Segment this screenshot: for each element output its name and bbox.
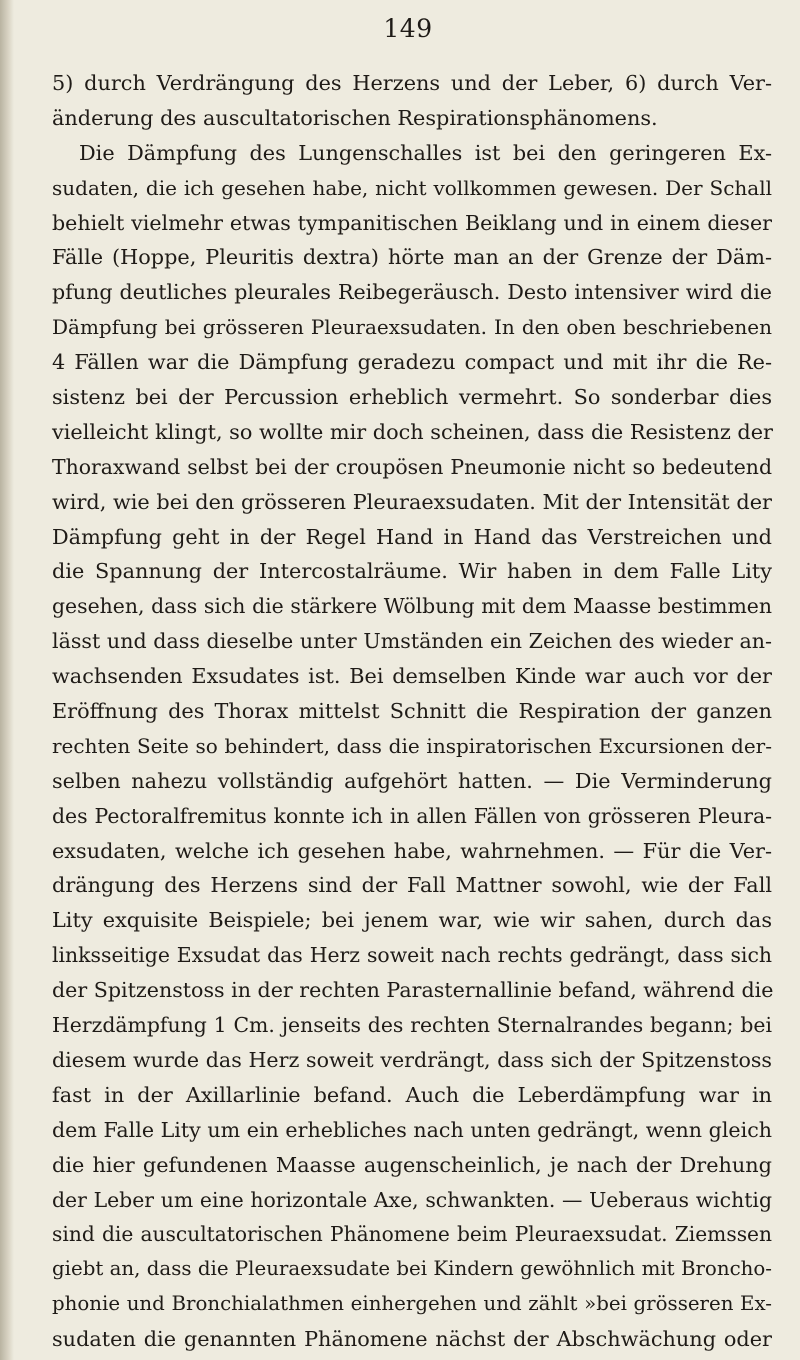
text-line: sudaten, die ich gesehen habe, nicht vollkommen gewesen. Der Schall: [52, 175, 772, 200]
text-line: des Pectoralfremitus konnte ich in allen Fällen von grösseren Pleura-: [52, 803, 772, 828]
book-spine-edge: [0, 0, 14, 1360]
text-line: der Spitzenstoss in der rechten Parasternallinie befand, während die: [52, 978, 774, 1003]
text-line: diesem wurde das Herz soweit verdrängt, dass sich der Spitzenstoss: [52, 1047, 772, 1072]
text-line: dem Falle Lity um ein erhebliches nach unten gedrängt, wenn gleich: [52, 1117, 772, 1142]
text-line: der Leber um eine horizontale Axe, schwankten. — Ueberaus wichtig: [52, 1187, 772, 1212]
text-line: Lity exquisite Beispiele; bei jenem war, wie wir sahen, durch das: [52, 908, 772, 933]
text-line: Fälle (Hoppe, Pleuritis dextra) hörte man an der Grenze der Däm-: [52, 245, 772, 270]
page-number: 149: [383, 14, 433, 43]
text-line: sudaten die genannten Phänomene nächst der Abschwächung oder: [52, 1327, 772, 1352]
text-line: Thoraxwand selbst bei der croupösen Pneumonie nicht so bedeutend: [52, 454, 772, 479]
text-line: wachsenden Exsudates ist. Bei demselben Kinde war auch vor der: [52, 664, 772, 689]
text-line: pfung deutliches pleurales Reibegeräusch. Desto intensiver wird die: [52, 280, 772, 305]
text-line: giebt an, dass die Pleuraexsudate bei Kindern gewöhnlich mit Broncho-: [52, 1257, 772, 1281]
text-line: vielleicht klingt, so wollte mir doch scheinen, dass die Resistenz der: [52, 419, 773, 444]
text-line: wird, wie bei den grösseren Pleuraexsudaten. Mit der Intensität der: [52, 489, 772, 514]
text-line: selben nahezu vollständig aufgehört hatten. — Die Verminderung: [52, 768, 772, 793]
text-line: behielt vielmehr etwas tympanitischen Beiklang und in einem dieser: [52, 210, 772, 235]
text-line: 5) durch Verdrängung des Herzens und der Leber, 6) durch Ver-: [52, 71, 772, 95]
text-line: sistenz bei der Percussion erheblich vermehrt. So sonderbar dies: [52, 385, 772, 410]
text-line: die hier gefundenen Maasse augenscheinlich, je nach der Drehung: [52, 1152, 772, 1177]
text-line: linksseitige Exsudat das Herz soweit nach rechts gedrängt, dass sich: [52, 943, 772, 968]
text-line: rechten Seite so behindert, dass die inspiratorischen Excursionen der-: [52, 733, 772, 758]
text-line: änderung des auscultatorischen Respirationsphänomens.: [52, 105, 658, 130]
text-line: Die Dämpfung des Lungenschalles ist bei den geringeren Ex-: [79, 140, 772, 165]
text-line: gesehen, dass sich die stärkere Wölbung mit dem Maasse bestimmen: [52, 594, 772, 619]
text-line: Herzdämpfung 1 Cm. jenseits des rechten Sternalrandes begann; bei: [52, 1013, 772, 1038]
text-line: Dämpfung bei grösseren Pleuraexsudaten. In den oben beschriebenen: [52, 315, 772, 340]
text-line: drängung des Herzens sind der Fall Mattner sowohl, wie der Fall: [52, 873, 772, 898]
text-line: fast in der Axillarlinie befand. Auch die Leberdämpfung war in: [52, 1082, 772, 1107]
text-line: exsudaten, welche ich gesehen habe, wahrnehmen. — Für die Ver-: [52, 838, 772, 863]
text-line: Eröffnung des Thorax mittelst Schnitt die Respiration der ganzen: [52, 699, 772, 724]
body-text: [52, 66, 772, 1357]
text-line: lässt und dass dieselbe unter Umständen ein Zeichen des wieder an-: [52, 629, 772, 654]
text-line: Dämpfung geht in der Regel Hand in Hand das Verstreichen und: [52, 524, 772, 549]
text-line: die Spannung der Intercostalräume. Wir haben in dem Falle Lity: [52, 559, 772, 584]
text-line: 4 Fällen war die Dämpfung geradezu compact und mit ihr die Re-: [52, 350, 772, 375]
text-line: sind die auscultatorischen Phänomene beim Pleuraexsudat. Ziemssen: [52, 1222, 772, 1247]
text-line: phonie und Bronchialathmen einhergehen und zählt »bei grösseren Ex-: [52, 1292, 772, 1316]
